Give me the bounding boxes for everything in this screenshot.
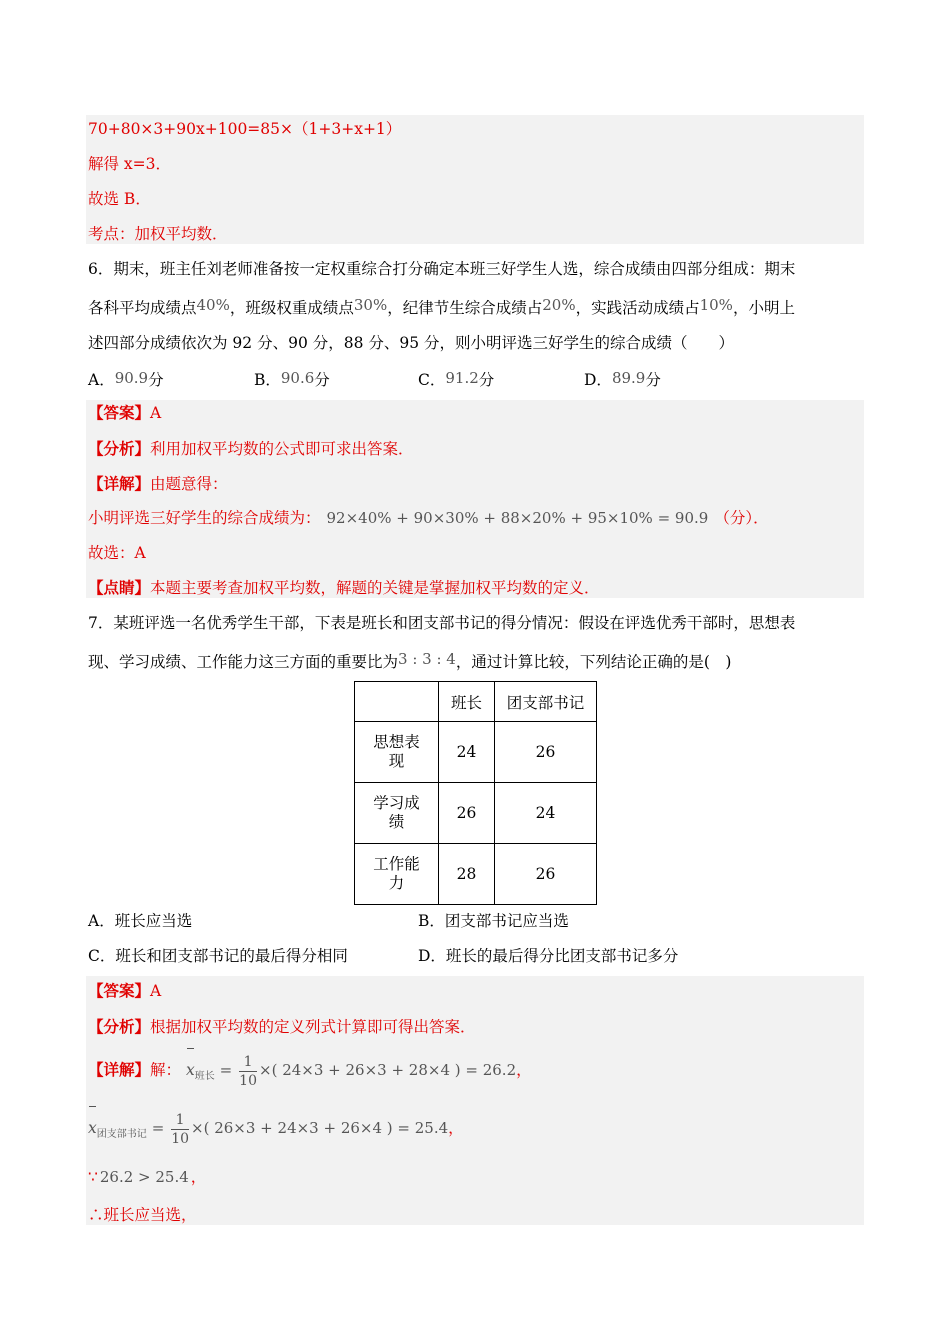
q7-stem-line1: 7．某班评选一名优秀学生干部，下表是班长和团支部书记的得分情况：假设在评选优秀干部时，思想表	[88, 614, 796, 632]
eq2-expression: ×( 26×3 + 24×3 + 26×4 ) = 25.4	[191, 1119, 449, 1137]
option-label: A．	[88, 371, 115, 389]
answer-value: A	[150, 982, 162, 1000]
q6-choice: 故选：A	[88, 544, 146, 562]
q5-equation: 70+80×3+90x+100=85×（1+3+x+1）	[88, 120, 402, 138]
table-header-row	[355, 682, 597, 722]
calc-suffix: （分）．	[714, 509, 769, 527]
q6-text: ，小明上	[732, 299, 795, 317]
option-value: 91.2	[445, 369, 479, 387]
q7-option-c: C．班长和团支部书记的最后得分相同	[88, 947, 348, 965]
q6-answer	[88, 403, 161, 423]
q5-kaodian: 考点：加权平均数．	[88, 225, 228, 243]
q6-point	[88, 578, 600, 598]
q6-percent-10: 10%	[699, 296, 733, 314]
q6-percent-40: 40%	[196, 296, 230, 314]
q5-solution: 解得 x=3．	[88, 155, 172, 173]
detail-text: 由题意得：	[150, 475, 228, 493]
option-value: 90.9	[114, 369, 149, 387]
table-cell: 24	[439, 722, 495, 783]
q7-answer	[88, 981, 161, 1001]
table-cell-category	[355, 722, 439, 783]
q6-text: 各科平均成绩点	[88, 299, 197, 317]
table-header-cell: 班长	[439, 682, 495, 722]
detail-tag: 【详解】	[88, 474, 151, 493]
q6-stem-line2	[88, 295, 795, 318]
equals-sign: =	[151, 1119, 165, 1137]
table-cell: 26	[495, 844, 597, 905]
q6-stem-line3: 述四部分成绩依次为 92 分、90 分，88 分、95 分，则小明评选三好学生的综合成绩（ ）	[88, 334, 735, 352]
q6-option-b	[254, 368, 330, 390]
fraction-one-tenth	[239, 1053, 257, 1090]
fraction-denominator: 10	[171, 1130, 190, 1147]
mean-symbol: x	[186, 1050, 195, 1090]
category-line: 现	[388, 752, 405, 770]
q7-detail-eq2	[88, 1108, 464, 1155]
q6-text: ，实践活动成绩占	[575, 299, 700, 317]
table-header-cell	[355, 682, 439, 722]
q7-analysis	[88, 1017, 476, 1037]
comma: ，	[190, 1168, 207, 1186]
q6-text: ，班级权重成绩点	[229, 299, 354, 317]
calc-prefix: 小明评选三好学生的综合成绩为：	[88, 509, 321, 527]
q7-text: ，通过计算比较，下列结论正确的是( )	[455, 653, 732, 671]
analysis-tag: 【分析】	[88, 439, 151, 458]
detail-tag: 【详解】	[88, 1060, 151, 1079]
q6-percent-30: 30%	[353, 296, 388, 314]
q7-ratio: 3 : 3 : 4	[398, 650, 456, 668]
comma: ，	[516, 1061, 532, 1079]
mean-subscript: 班长	[194, 1071, 215, 1082]
because-symbol: ∵	[88, 1168, 98, 1186]
table-row	[355, 783, 597, 844]
comma: ，	[448, 1119, 464, 1137]
q6-option-c	[418, 368, 494, 390]
table-row	[355, 844, 597, 905]
score-table	[354, 681, 597, 905]
analysis-text: 利用加权平均数的公式即可求出答案．	[150, 440, 414, 458]
category-line: 工作能	[373, 855, 420, 873]
table-header-cell: 团支部书记	[495, 682, 597, 722]
q7-option-d: D．班长的最后得分比团支部书记多分	[418, 947, 679, 965]
option-unit: 分	[478, 371, 495, 389]
answer-tag: 【答案】	[88, 403, 151, 422]
q5-choice: 故选 B．	[88, 190, 151, 208]
q6-option-d	[584, 368, 661, 390]
fraction-numerator: 1	[239, 1053, 257, 1072]
q7-because	[88, 1167, 206, 1187]
because-expression: 26.2 > 25.4	[99, 1168, 189, 1186]
calc-expression: 92×40% + 90×30% + 88×20% + 95×10% = 90.9	[326, 509, 709, 527]
answer-value: A	[150, 404, 162, 422]
mean-subscript: 团支部书记	[96, 1129, 147, 1140]
category-line: 思想表	[373, 733, 420, 751]
category-line: 绩	[388, 813, 405, 831]
q6-percent-20: 20%	[542, 296, 576, 314]
answer-tag: 【答案】	[88, 981, 151, 1000]
q7-option-b: B．团支部书记应当选	[418, 912, 569, 930]
point-tag: 【点睛】	[88, 578, 151, 597]
option-value: 89.9	[611, 369, 646, 387]
fraction-numerator: 1	[171, 1111, 189, 1130]
q6-stem-line1: 6．期末，班主任刘老师准备按一定权重综合打分确定本班三好学生人选，综合成绩由四部分组成：期末	[88, 260, 796, 278]
option-label: C．	[418, 371, 446, 389]
q6-detail	[88, 474, 228, 494]
therefore-symbol: ∴	[88, 1206, 104, 1224]
eq1-expression: ×( 24×3 + 26×3 + 28×4 ) = 26.2	[259, 1061, 517, 1079]
option-unit: 分	[148, 371, 164, 389]
option-value: 90.6	[280, 369, 315, 387]
table-cell: 28	[439, 844, 495, 905]
option-unit: 分	[645, 371, 661, 389]
fraction-denominator: 10	[239, 1072, 257, 1089]
answer-block-q7	[86, 976, 864, 1225]
analysis-text: 根据加权平均数的定义列式计算即可得出答案．	[150, 1018, 476, 1036]
q7-option-a: A．班长应当选	[88, 912, 193, 930]
q7-therefore	[88, 1205, 197, 1225]
option-unit: 分	[314, 371, 330, 389]
table-cell-category	[355, 844, 439, 905]
analysis-tag: 【分析】	[88, 1017, 151, 1036]
fraction-one-tenth	[171, 1111, 189, 1148]
table-row	[355, 722, 597, 783]
q6-text: ，纪律节生综合成绩占	[387, 299, 543, 317]
option-label: B．	[254, 371, 281, 389]
equals-sign: =	[219, 1061, 233, 1079]
category-line: 学习成	[373, 794, 420, 812]
q7-detail-eq1	[88, 1050, 532, 1097]
q7-stem-line2	[88, 649, 731, 672]
therefore-text: 班长应当选，	[103, 1206, 197, 1224]
table-cell: 26	[495, 722, 597, 783]
option-label: D．	[584, 371, 612, 389]
q6-analysis	[88, 439, 414, 459]
q6-option-a	[88, 368, 164, 390]
q7-text: 现、学习成绩、工作能力这三方面的重要比为	[88, 653, 399, 671]
detail-lead: 解：	[150, 1061, 182, 1079]
point-text: 本题主要考查加权平均数，解题的关键是掌握加权平均数的定义．	[150, 579, 600, 597]
table-cell: 26	[439, 783, 495, 844]
table-cell: 24	[495, 783, 597, 844]
category-line: 力	[388, 874, 405, 892]
q6-calculation	[88, 508, 769, 528]
table-cell-category	[355, 783, 439, 844]
answer-block-q6	[86, 400, 864, 598]
mean-symbol: x	[88, 1108, 97, 1148]
